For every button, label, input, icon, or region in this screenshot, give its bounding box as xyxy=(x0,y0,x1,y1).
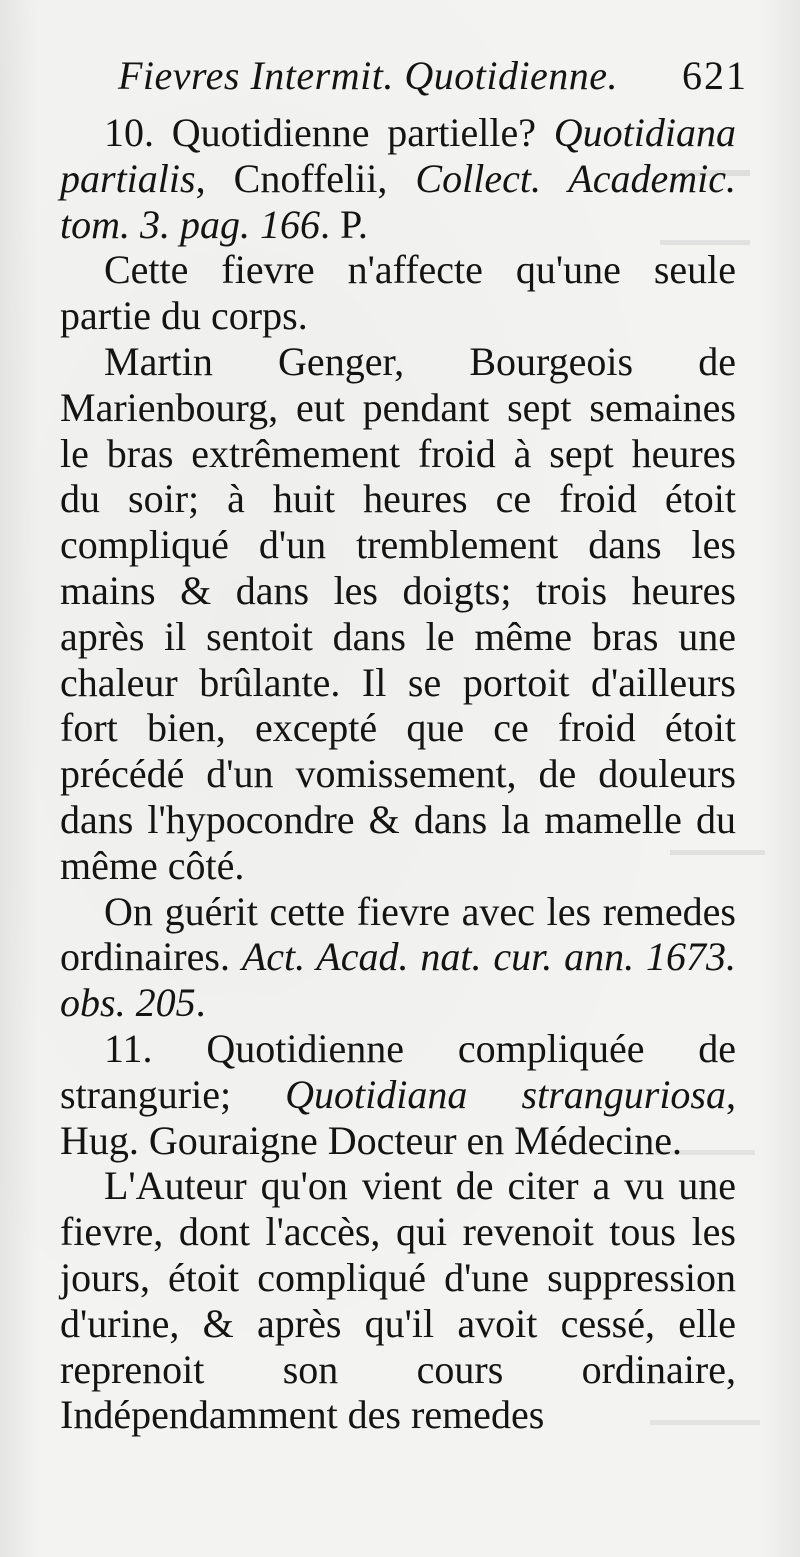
running-header xyxy=(118,52,748,98)
text-run: L'Auteur qu'on vient de citer a vu une fievre, dont l'accès, qui revenoit tous les jours, étoit compliqué d'une suppression d'urine, & après qu'il avoit cessé, elle reprenoit son cours ordinaire, Indépendamment des remedes xyxy=(60,1163,736,1438)
paragraph-p10-cure xyxy=(60,889,736,1026)
text-run: Cette fievre n'affecte qu'une seule partie du corps. xyxy=(60,247,736,339)
text-run: , Hug. Gouraigne Docteur en Médecine. xyxy=(60,1071,736,1163)
running-title: Fievres Intermit. Quotidienne. xyxy=(118,53,619,98)
text-run: 11. Quotidienne compliquée de strangurie; xyxy=(60,1025,736,1117)
paragraph-p10-desc xyxy=(60,247,736,339)
text-run: . xyxy=(195,980,206,1026)
text-run: 10. Quotidienne partielle? xyxy=(104,110,554,155)
paragraph-p10-case xyxy=(60,339,736,889)
text-run: , Cnoffelii, xyxy=(195,155,416,201)
italic-citation: Act. Acad. nat. cur. ann. 1673. obs. 205 xyxy=(60,934,736,1026)
italic-citation: Quotidiana partialis xyxy=(60,110,736,201)
paragraph-p11-title xyxy=(60,1026,736,1163)
italic-citation: Collect. Academic. tom. 3. pag. 166 xyxy=(60,155,736,247)
paragraph-p10-title xyxy=(60,110,736,247)
page-number: 621 xyxy=(682,53,748,98)
text-run: On guérit cette fievre avec les remedes ordinaires. xyxy=(60,888,736,980)
text-run: . P. xyxy=(320,201,368,247)
paragraph-p11-desc xyxy=(60,1163,736,1438)
italic-citation: Quotidiana stranguriosa xyxy=(285,1071,726,1117)
body-text xyxy=(60,110,736,1438)
text-run: Martin Genger, Bourgeois de Marienbourg, eut pendant sept semaines le bras extrêmement froid à sept heures du soir; à huit heures ce froid étoit compliqué d'un tremblement dans les mains & dans les doigts; trois heures après il sentoit dans le même bras une chaleur brûlante. Il se portoit d'ailleurs fort bien, excepté que ce froid étoit précédé d'un vomissement, de douleurs dans l'hypocondre & dans la mamelle du même côté. xyxy=(60,338,736,888)
